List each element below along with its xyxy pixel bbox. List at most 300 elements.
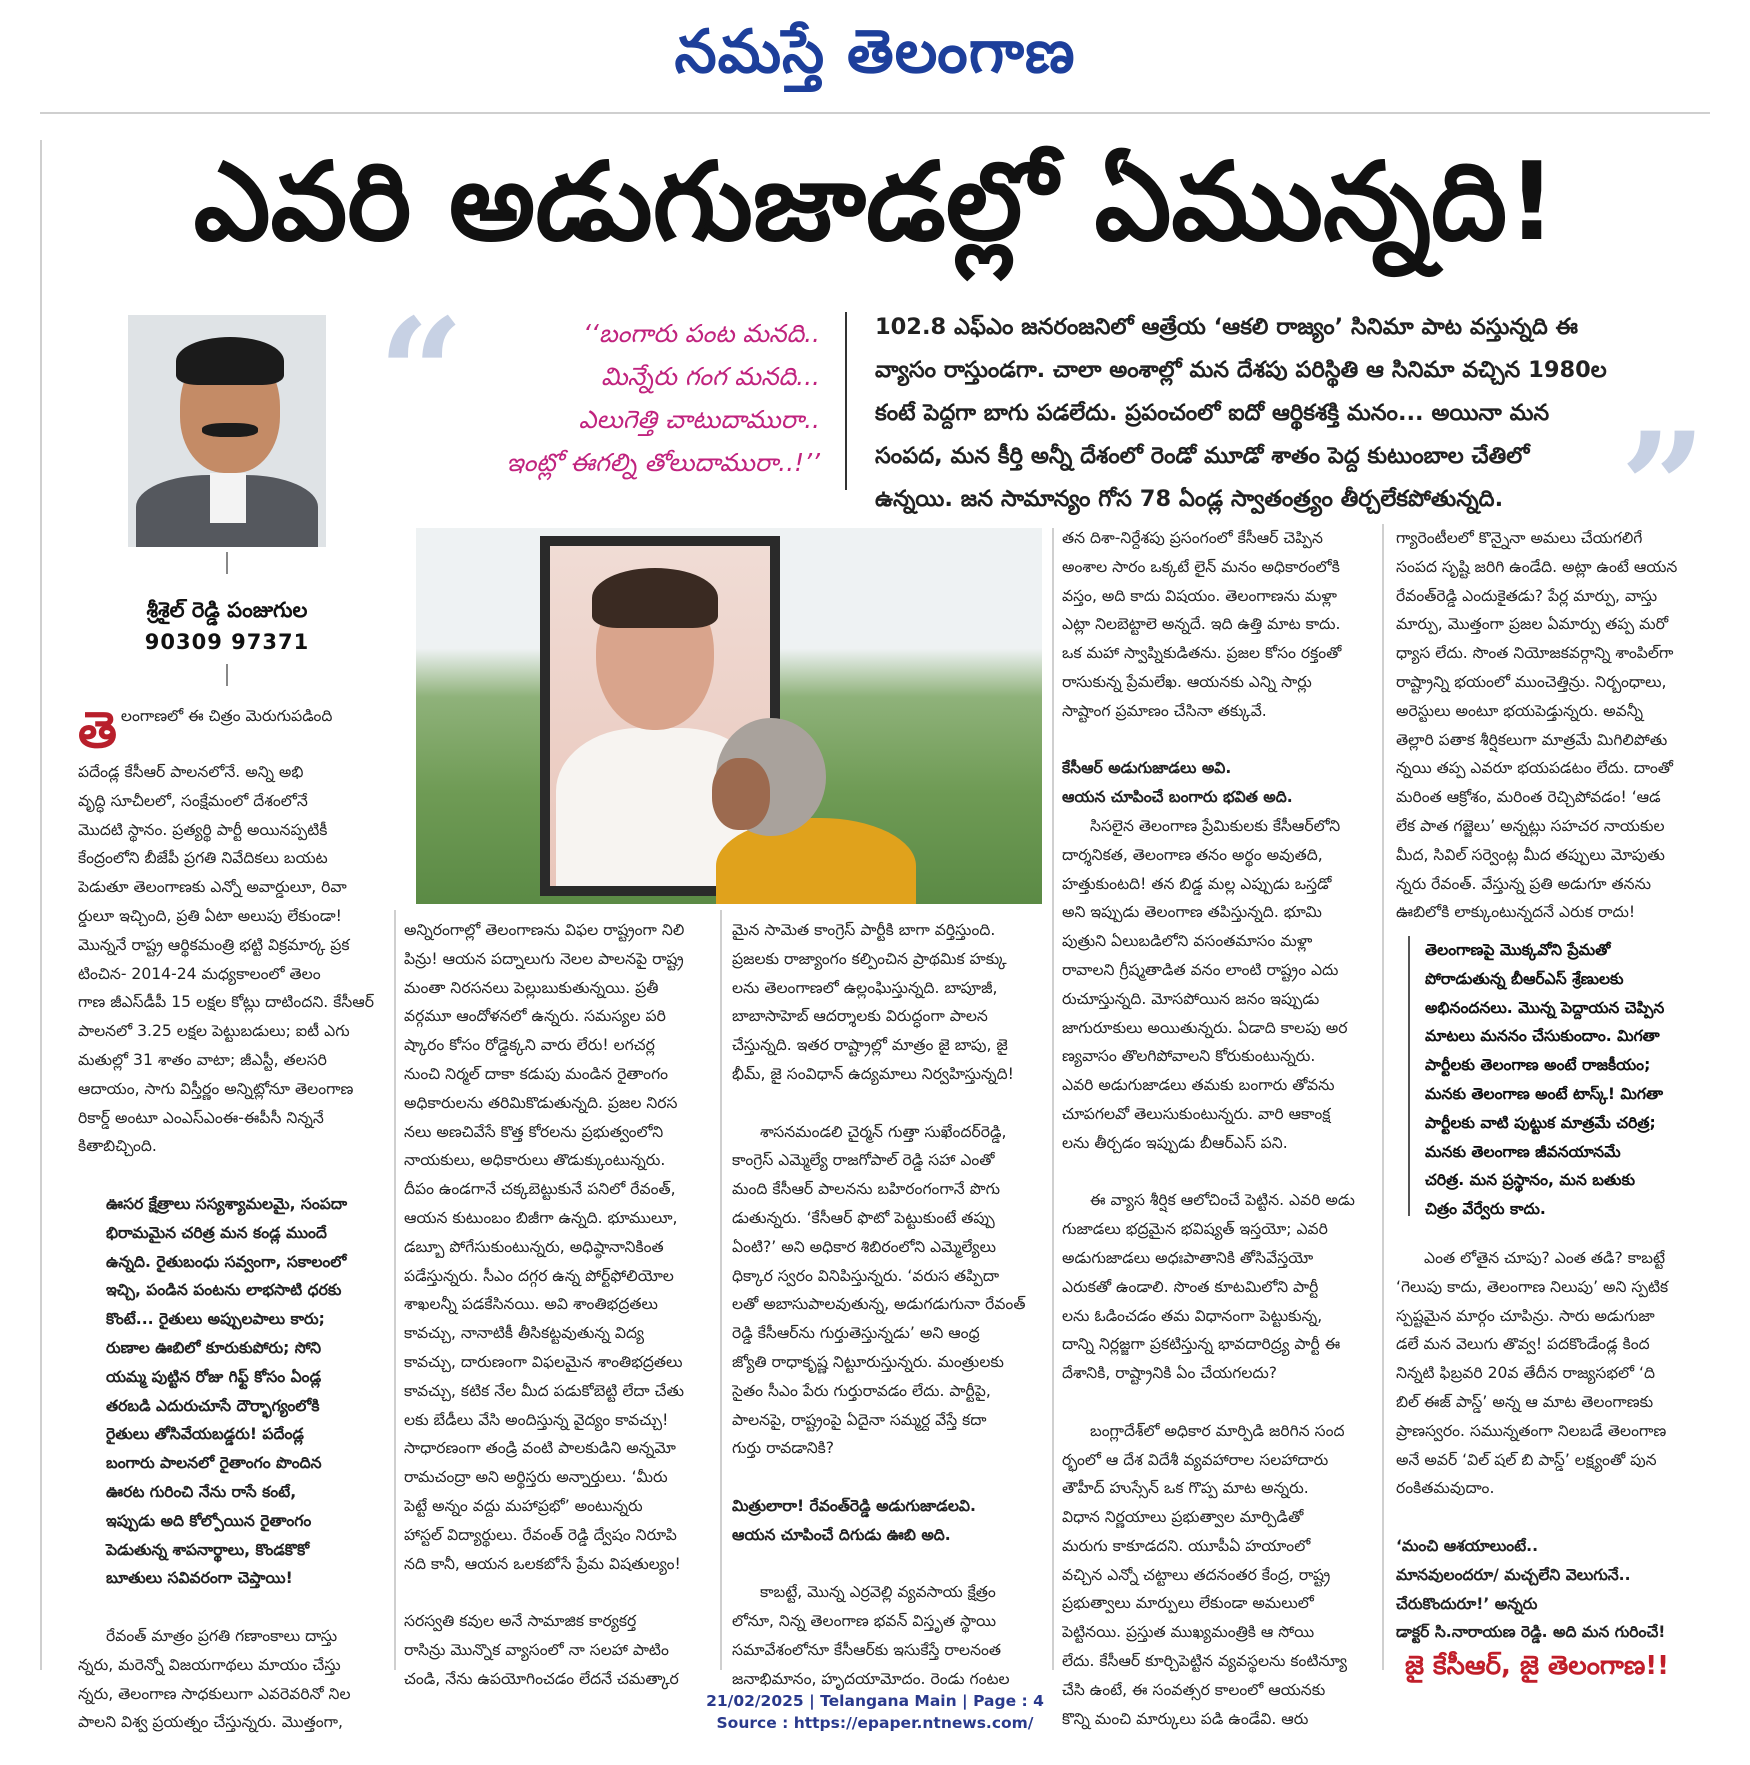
text-line bbox=[1062, 1186, 1374, 1215]
text-line bbox=[78, 1046, 384, 1075]
text-line bbox=[732, 1031, 1044, 1060]
text-span: డబ్బూ పోగేసుకుంటున్నరు, అధిష్ఠానానికింత bbox=[404, 1237, 664, 1256]
text-span: కితాబిచ్చింది. bbox=[78, 1137, 157, 1156]
text-span: హాస్టల్ విద్యార్థులు. రేవంత్ రెడ్డి ద్వేషం నిరూపి bbox=[404, 1525, 677, 1544]
text-line bbox=[78, 1507, 384, 1536]
text-line bbox=[78, 816, 384, 845]
text-line bbox=[732, 1290, 1044, 1319]
text-span: చిత్రం వేర్వేరు కాదు. bbox=[1425, 1200, 1546, 1219]
text-line bbox=[1425, 1195, 1685, 1224]
text-line bbox=[404, 1319, 712, 1348]
text-span: కావచ్చు, కటిక నేల మీద పడుకోబెట్టి లేదా చేతు bbox=[404, 1381, 684, 1400]
column-rule bbox=[394, 910, 396, 1670]
text-span: చేసి ఉంటే, ఈ సంవత్సర కాలంలో ఆయనకు bbox=[1062, 1680, 1326, 1699]
text-span: పెడుతూ తెలంగాణకు ఎన్నో అవార్డులూ, రివా bbox=[78, 878, 347, 897]
text-span: కేసీఆర్ అడుగుజాడలు అవి. bbox=[1062, 759, 1232, 778]
text-span: మార్పు, మొత్తంగా ప్రజల ఏమార్పు తప్ప మరో bbox=[1396, 615, 1669, 634]
text-line bbox=[404, 1031, 712, 1060]
text-span: న్నరు, తెలంగాణ సాధకులుగా ఎవరెవరినో నిల bbox=[78, 1684, 351, 1703]
text-span: పడేస్తున్నరు. సీఎం దగ్గర ఉన్న పోర్ట్‌ఫోలియోల bbox=[404, 1266, 674, 1285]
text-line bbox=[78, 1334, 384, 1363]
text-span: అని ఇప్పుడు తెలంగాణ తపిస్తున్నది. భూమి bbox=[1062, 903, 1322, 922]
text-line bbox=[732, 1550, 1044, 1579]
text-line bbox=[732, 916, 1044, 945]
text-line bbox=[1425, 1138, 1685, 1167]
text-line bbox=[1062, 1273, 1374, 1302]
text-span: ఈ వ్యాస శీర్షిక ఆలోచించే పెట్టిన. ఎవరి అడు bbox=[1090, 1191, 1355, 1210]
text-span: గ్యారెంటీలలో కొన్నైనా అమలు చేయగలిగే bbox=[1396, 529, 1643, 547]
text-line bbox=[404, 1492, 712, 1521]
text-line bbox=[1396, 1474, 1710, 1503]
text-line bbox=[732, 1492, 1044, 1521]
text-line bbox=[78, 902, 384, 931]
text-span: పాలనపై, రాష్ట్రంపై ఏదైనా సమ్మర్ద వేస్తే కదా bbox=[732, 1410, 987, 1429]
text-span: ఎట్లా నిలబెట్టాలె అన్నదే. ఇది ఉత్తి మాట కాదు. bbox=[1062, 615, 1341, 634]
column-5 bbox=[1396, 524, 1710, 927]
text-line bbox=[1062, 783, 1374, 812]
text-span: చండి, నేను ఉపయోగించడం లేదనే చమత్కార bbox=[404, 1669, 679, 1688]
text-span: నలు అణచివేసే కొత్త కోరలను ప్రభుత్వంలోని bbox=[404, 1122, 664, 1141]
text-span: రాష్ట్రాన్ని భయంలో ముంచెత్తిన్రు. నిర్బంధాలు, bbox=[1396, 672, 1667, 691]
text-line bbox=[1396, 1388, 1710, 1417]
text-span: భీమ్, జై సంవిధాన్ ఉద్యమాలు నిర్వహిస్తున్నది! bbox=[732, 1064, 1014, 1083]
text-line bbox=[404, 1002, 712, 1031]
text-line bbox=[404, 1636, 712, 1665]
text-span: మంది కేసీఆర్ పాలనను బహిరంగంగానే పొగు bbox=[732, 1180, 1001, 1199]
text-span: మైన సామెత కాంగ్రెస్ పార్టీకి బాగా వర్తిస్తుంది. bbox=[732, 921, 996, 939]
text-span: బాబాసాహెబ్ ఆదర్శాలకు విరుద్ధంగా పాలన bbox=[732, 1007, 988, 1026]
text-span: పార్టీలకు తెలంగాణ అంటే రాజకీయం; bbox=[1425, 1056, 1651, 1075]
text-span: మొదటి స్థానం. ప్రత్యర్థి పార్టీ అయినప్పటికీ bbox=[78, 820, 328, 839]
text-span: ఎరుకతో ఉండాలి. సొంత కూటమిలోని పార్టీ bbox=[1062, 1277, 1319, 1296]
photo-caption-tick-bottom bbox=[226, 664, 228, 686]
text-span: ణ్యవాసం తొలగిపోవాలని కోరుకుంటున్నరు. bbox=[1062, 1047, 1316, 1066]
text-span: నుంచి నిర్మల్ దాకా కడుపు మండిన రైతాంగం bbox=[404, 1064, 669, 1083]
text-span: జ్యోతి రాధాకృష్ణ నిట్టూరుస్తున్నరు. మంత్రులకు bbox=[732, 1352, 1004, 1371]
text-span: లతో అబాసుపాలవుతున్న, అడుగడుగునా రేవంత్ bbox=[732, 1295, 1026, 1314]
text-span: కావచ్చు, నానాటికీ తీసికట్టవుతున్న విద్య bbox=[404, 1324, 645, 1343]
text-span: మనకు తెలంగాణ జీవనయానమే bbox=[1425, 1142, 1621, 1161]
text-span: ఇప్పుడు అది కోల్పోయిన రైతాంగం bbox=[106, 1511, 312, 1530]
text-span: చూపగలవో తెలుసుకుంటున్నరు. వారి ఆకాంక్ష bbox=[1062, 1104, 1331, 1123]
text-line bbox=[1425, 994, 1685, 1023]
text-span: వృద్ధి సూచీలలో, సంక్షేమంలో దేశంలోనే bbox=[78, 791, 308, 810]
text-span: గుర్తు రావడానికి? bbox=[732, 1439, 835, 1458]
text-span: కాబట్టే, మొన్న ఎర్రవెల్లి వ్యవసాయ క్షేత్రం bbox=[760, 1583, 996, 1602]
text-line bbox=[1396, 1244, 1710, 1273]
text-line bbox=[78, 1219, 384, 1248]
masthead-divider bbox=[40, 112, 1710, 114]
text-span: పెట్టినయి. ప్రస్తుత ముఖ్యమంత్రికి ఆ సోయి bbox=[1062, 1623, 1315, 1642]
text-span: రైతులు తోసివేయబడ్డరు! పదేండ్ల bbox=[106, 1425, 304, 1444]
text-line bbox=[1062, 1446, 1374, 1475]
text-line bbox=[78, 1651, 384, 1680]
text-line bbox=[1396, 1446, 1710, 1475]
text-span: లను తెలంగాణలో ఉల్లంఘిస్తున్నది. బాపూజీ, bbox=[732, 978, 998, 997]
text-line bbox=[78, 1478, 384, 1507]
text-line bbox=[78, 787, 384, 816]
text-line bbox=[404, 1463, 712, 1492]
text-line bbox=[1062, 985, 1374, 1014]
text-line bbox=[732, 1578, 1044, 1607]
text-line bbox=[732, 1146, 1044, 1175]
column-3 bbox=[732, 916, 1044, 1694]
text-line bbox=[404, 1578, 712, 1607]
author-phone: 90309 97371 bbox=[144, 630, 310, 654]
text-line bbox=[732, 1262, 1044, 1291]
quote-line: ఇంట్లో ఈగల్ని తోలుదామురా..!’’ bbox=[506, 448, 820, 477]
column-1 bbox=[78, 702, 384, 1737]
left-margin-rule bbox=[40, 140, 42, 1670]
quote-line: మిన్నేరు గంగ మనది... bbox=[601, 362, 820, 391]
text-span: అంశాల సారం ఒక్కటే లైన్ మనం అధికారంలోకి bbox=[1062, 557, 1340, 576]
text-span: ఆయన చూపించే బంగారు భవిత అది. bbox=[1062, 788, 1293, 807]
text-span: మంతా నిరసనలు పెల్లుబుకుతున్నయి. ప్రతీ bbox=[404, 978, 659, 997]
text-line bbox=[78, 1276, 384, 1305]
text-span: మరింత ఆక్రోశం, మరింత రెచ్చిపోవడం! ‘ఆడ bbox=[1396, 788, 1661, 807]
text-span: ఊరట గురించి నేను రాసే కంటే, bbox=[106, 1482, 297, 1501]
text-span: తౌహీద్ హుస్సేన్ ఒక గొప్ప మాట అన్నరు. bbox=[1062, 1479, 1309, 1498]
text-line bbox=[78, 844, 384, 873]
text-span: పెడుతున్న శాపనార్థాలు, కొండకొకో bbox=[106, 1540, 310, 1559]
text-line bbox=[1062, 1014, 1374, 1043]
text-span: ధిక్కార స్వరం వినిపిస్తున్నరు. ‘వరుస తప్పిదా bbox=[732, 1266, 1000, 1285]
text-line bbox=[404, 1060, 712, 1089]
article-headline: ఎవరి అడుగుజాడల్లో ఏమున్నది! bbox=[193, 140, 1557, 265]
text-span: మీద, సివిల్ సర్వెంట్ల మీద తప్పులు మోపుతు bbox=[1396, 845, 1665, 864]
text-line bbox=[1396, 1417, 1710, 1446]
text-span: ఒక మహా స్వాప్నికుడితను. ప్రజల కోసం రక్తంతో bbox=[1062, 644, 1342, 663]
text-span: అభినందనలు. మొన్న పెద్దాయన చెప్పిన bbox=[1425, 998, 1665, 1017]
song-quote bbox=[400, 312, 820, 484]
text-span: సాధారణంగా తండ్రి వంటి పాలకుడిని అన్నమో bbox=[404, 1439, 676, 1458]
text-span: మాటలు మననం చేసుకుందాం. మిగతా bbox=[1425, 1027, 1660, 1046]
text-line bbox=[78, 1190, 384, 1219]
text-span: గాణ జీఎస్‌డీపీ 15 లక్షల కోట్లు దాటిందని. కేసీఆర్ bbox=[78, 993, 374, 1012]
text-line bbox=[1062, 1474, 1374, 1503]
text-line bbox=[732, 1521, 1044, 1550]
text-span: రంకితమవుదాం. bbox=[1396, 1479, 1495, 1498]
text-span: డుతున్నరు. ‘కేసీఆర్ ఫొటో పెట్టుకుంటే తప్పు bbox=[732, 1208, 995, 1227]
text-line bbox=[732, 974, 1044, 1003]
text-line bbox=[1062, 927, 1374, 956]
quote-line: ‘‘బంగారు పంట మనది.. bbox=[582, 319, 820, 348]
text-span: నిన్నటి ఫిబ్రవరి 20వ తేదీన రాజ్యసభలో ‘ది bbox=[1396, 1364, 1656, 1383]
text-line bbox=[1062, 1532, 1374, 1561]
text-line bbox=[404, 945, 712, 974]
text-span: లంగాణలో ఈ చిత్రం మెరుగుపడింది bbox=[120, 707, 333, 725]
text-line bbox=[404, 1262, 712, 1291]
text-span: న్నరు రేవంత్. వేస్తున్న ప్రతి అడుగూ తనను bbox=[1396, 874, 1651, 893]
text-line bbox=[1062, 1647, 1374, 1676]
text-span: శాఖలన్నీ పడకేసినయి. అవి శాంతిభద్రతలు bbox=[404, 1295, 658, 1314]
text-span: రాసిన్రు మొన్నొక వ్యాసంలో నా సలహా పాటిం bbox=[404, 1640, 669, 1659]
text-span: బంగ్లాదేశ్‌లో అధికార మార్పిడి జరిగిన సంద bbox=[1090, 1421, 1345, 1440]
text-span: డాక్టర్ సి.నారాయణ రెడ్డి. అది మన గురించే! bbox=[1396, 1623, 1666, 1642]
text-span: భిరామమైన చరిత్ర మన కండ్ల ముందే bbox=[106, 1223, 327, 1242]
text-line bbox=[78, 1104, 384, 1133]
text-line bbox=[78, 1161, 384, 1190]
pull-quote-rule bbox=[1408, 936, 1410, 1216]
text-span: వచ్చిన ఎన్నో చట్టాలు తదనంతర కేంద్ర, రాష్ట్ర bbox=[1062, 1565, 1331, 1584]
text-line bbox=[1396, 1618, 1710, 1647]
close-quote-mark: ” bbox=[1620, 400, 1707, 576]
masthead-logo: నమస్తే తెలంగాణ bbox=[674, 17, 1076, 87]
text-line bbox=[1425, 965, 1685, 994]
author-name: శ్రీశైల్ రెడ్డి పంజుగుల bbox=[146, 598, 308, 622]
text-line bbox=[404, 1521, 712, 1550]
text-span: దార్శనికత, తెలంగాణ తనం అర్థం అవుతది, bbox=[1062, 845, 1323, 864]
column-rule bbox=[1052, 528, 1054, 1670]
text-line bbox=[404, 1089, 712, 1118]
text-span: రుచూస్తున్నది. మోసపోయిన జనం ఇప్పుడు bbox=[1062, 989, 1320, 1008]
text-span: ఉన్నది. రైతుబంధు సవ్వంగా, సకాలంలో bbox=[106, 1252, 347, 1271]
column-5-continued bbox=[1396, 1244, 1710, 1647]
text-line bbox=[78, 1305, 384, 1334]
text-span: న్నరు, మరెన్నో విజయగాథలు మాయం చేస్తు bbox=[78, 1655, 341, 1674]
text-line bbox=[404, 1290, 712, 1319]
text-span: ‘మంచి ఆశయాలుంటే.. bbox=[1396, 1536, 1539, 1555]
column-rule bbox=[1382, 524, 1384, 1670]
text-line bbox=[732, 1175, 1044, 1204]
text-line bbox=[732, 1060, 1044, 1089]
text-line bbox=[732, 1463, 1044, 1492]
text-line bbox=[1396, 726, 1710, 755]
text-line bbox=[78, 1536, 384, 1565]
text-span: పోరాడుతున్న బీఆర్ఎస్ శ్రేణులకు bbox=[1425, 969, 1624, 988]
intro-divider bbox=[845, 312, 847, 490]
text-span: పదేండ్ల కేసీఆర్ పాలనలోనే. అన్ని అభి bbox=[78, 763, 304, 781]
text-span: వర్గమూ ఆందోళనలో ఉన్నరు. సమస్యల పరి bbox=[404, 1007, 666, 1026]
text-line bbox=[78, 988, 384, 1017]
text-span: ఇచ్చి, పండిన పంటను లాభసాటి ధరకు bbox=[106, 1281, 342, 1300]
text-line bbox=[1062, 1589, 1374, 1618]
text-line bbox=[78, 931, 384, 960]
text-line bbox=[404, 1118, 712, 1147]
text-span: పాలని విశ్వ ప్రయత్నం చేస్తున్నరు. మొత్తంగా, bbox=[78, 1713, 343, 1732]
closing-slogan: జై కేసీఆర్, జై తెలంగాణ!! bbox=[1405, 1651, 1670, 1681]
text-span: సైతం సీఎం పేరు గుర్తురావడం లేదు. పార్టీపై, bbox=[732, 1381, 991, 1400]
pull-quote bbox=[1425, 936, 1685, 1224]
text-span: రెడ్డి కేసీఆర్‌ను గుర్తుతెస్తున్నడు’ అని ఆంధ్ర bbox=[732, 1324, 980, 1343]
text-span: రాసుకున్న ప్రేమలేఖ. ఆయనకు ఎన్ని సార్లు bbox=[1062, 672, 1312, 691]
text-span: ఊబిలోకి లాక్కుంటున్నదనే ఎరుక రాదు! bbox=[1396, 903, 1636, 922]
text-span: ఎంత లోతైన చూపు? ఎంత తడి? కాబట్టే bbox=[1424, 1249, 1665, 1267]
text-span: అడుగుజాడలు అధఃపాతానికి తోసివేస్తయో bbox=[1062, 1248, 1314, 1267]
text-span: ర్భంలో ఆ దేశ విదేశీ వ్యవహారాల సలహాదారు bbox=[1062, 1450, 1329, 1469]
text-span: ఎవరి అడుగుజాడలు తమకు బంగారు తోవను bbox=[1062, 1076, 1335, 1095]
text-span: న్నయి తప్ప ఎవరూ భయపడటం లేదు. దాంతో bbox=[1396, 759, 1674, 778]
text-span: చేస్తున్నది. ఇతర రాష్ట్రాల్లో మాత్రం జై బాపు, జై bbox=[732, 1036, 1008, 1055]
text-line bbox=[1396, 812, 1710, 841]
text-line bbox=[732, 1607, 1044, 1636]
text-line bbox=[78, 758, 384, 787]
text-line bbox=[78, 1363, 384, 1392]
text-line bbox=[404, 1434, 712, 1463]
text-line bbox=[1396, 783, 1710, 812]
text-span: యమ్మ పుట్టిన రోజు గిఫ్ట్ కోసం ఏండ్ల bbox=[106, 1367, 322, 1386]
text-line bbox=[1396, 582, 1710, 611]
text-line bbox=[1062, 1417, 1374, 1446]
text-span: ఆదాయం, సాగు విస్తీర్ణం అన్నిట్లోనూ తెలంగాణ bbox=[78, 1079, 354, 1098]
text-line bbox=[404, 1377, 712, 1406]
text-line bbox=[78, 1132, 384, 1161]
text-line bbox=[1425, 1109, 1685, 1138]
text-line bbox=[1062, 812, 1374, 841]
text-line bbox=[1396, 553, 1710, 582]
text-span: తన దిశా-నిర్దేశపు ప్రసంగంలో కేసీఆర్ చెప్పిన bbox=[1062, 529, 1323, 547]
text-span: ప్రాణస్వరం. సమున్నతంగా నిలబడే తెలంగాణ bbox=[1396, 1421, 1667, 1440]
text-span: వస్తం, అది కాదు విషయం. తెలంగాణను మళ్లా bbox=[1062, 586, 1337, 605]
intro-line: వ్యాసం రాస్తుండగా. చాలా అంశాల్లో మన దేశపు పరిస్థితి ఆ సినిమా వచ్చిన 1980ల bbox=[875, 357, 1607, 383]
text-line bbox=[1425, 1080, 1685, 1109]
text-span: మతుల్లో 31 శాతం వాటా; జీఎస్టీ, తలసరి bbox=[78, 1050, 327, 1069]
text-line bbox=[78, 1075, 384, 1104]
text-line bbox=[732, 1204, 1044, 1233]
text-span: కాంగ్రెస్ ఎమ్మెల్యే రాజగోపాల్ రెడ్డి సహా ఎంతో bbox=[732, 1151, 995, 1170]
text-line bbox=[732, 1636, 1044, 1665]
text-span: దాన్ని నిర్లజ్జగా ప్రకటిస్తున్న భావదారిద్ర్య పార్టీ ఈ bbox=[1062, 1335, 1341, 1354]
text-line bbox=[1396, 524, 1710, 553]
text-span: తెల్లారి పతాక శీర్షికలుగా మాత్రమే మిగిలిపోతు bbox=[1396, 730, 1668, 749]
text-line bbox=[1062, 1359, 1374, 1388]
text-span: లను ఓడించడం తమ విధానంగా పెట్టుకున్న, bbox=[1062, 1306, 1323, 1325]
text-span: మిత్రులారా! రేవంత్‌రెడ్డి అడుగుజాడలవి. bbox=[732, 1496, 976, 1515]
text-line bbox=[78, 1017, 384, 1046]
text-span: పాలనలో 3.25 లక్షల పెట్టుబడులు; ఐటీ ఎగు bbox=[78, 1022, 350, 1041]
text-line bbox=[1062, 956, 1374, 985]
text-span: ఆయన కుటుంబం బిజీగా ఉన్నది. భూములూ, bbox=[404, 1208, 678, 1227]
text-line bbox=[732, 1377, 1044, 1406]
text-line bbox=[404, 1233, 712, 1262]
text-span: కేంద్రంలోని బీజేపీ ప్రగతి నివేదికలు బయట bbox=[78, 849, 328, 868]
text-span: రేవంత్‌రెడ్డి ఎందుకైతడు? పేర్ల మార్పు, వాస్తు bbox=[1396, 586, 1658, 605]
text-line bbox=[1062, 610, 1374, 639]
text-span: రికార్డ్ అంటూ ఎంఎస్ఎంఈ-ఈపీసీ నిన్ననే bbox=[78, 1108, 324, 1127]
text-span: అన్నిరంగాల్లో తెలంగాణను విఫల రాష్ట్రంగా నిలి bbox=[404, 921, 685, 939]
text-span: అనే అవర్ ‘విల్ షల్ బి పాస్డ్’ లక్ష్యంతో పున bbox=[1396, 1450, 1657, 1469]
text-line bbox=[78, 1449, 384, 1478]
text-line bbox=[1396, 1590, 1710, 1619]
text-line bbox=[1062, 1302, 1374, 1331]
text-line bbox=[404, 974, 712, 1003]
text-line bbox=[1396, 1359, 1710, 1388]
text-line bbox=[1062, 668, 1374, 697]
text-span: నాయకులు, అధికారులు తొడుక్కుంటున్నరు. bbox=[404, 1151, 666, 1170]
text-line bbox=[732, 1348, 1044, 1377]
text-line bbox=[1062, 1503, 1374, 1532]
main-photo bbox=[416, 528, 1042, 904]
text-line bbox=[732, 945, 1044, 974]
text-span: దీపం ఉండగానే చక్కబెట్టుకునే పనిలో రేవంత్, bbox=[404, 1180, 676, 1199]
intro-line: ఉన్నయి. జన సామాన్యం గోస 78 ఏండ్ల స్వాతంత్ర్యం తీర్చలేకపోతున్నది. bbox=[875, 486, 1504, 512]
text-span: నది కానీ, ఆయన ఒలకబోసే ప్రేమ విషతుల్యం! bbox=[404, 1554, 681, 1573]
text-span: డలే మన వెలుగు తొవ్వ! పదకొండేండ్ల కింద bbox=[1396, 1335, 1650, 1354]
text-line bbox=[1396, 898, 1710, 927]
text-line bbox=[1425, 936, 1685, 965]
text-span: శాసనమండలి చైర్మన్ గుత్తా సుఖేందర్‌రెడ్డి, bbox=[760, 1122, 1007, 1141]
text-line bbox=[732, 1434, 1044, 1463]
text-line bbox=[78, 1248, 384, 1277]
text-span: జనాభిమానం, హృదయామోదం. రెండు గంటల bbox=[732, 1669, 1010, 1688]
text-span: లకు బేడీలు వేసి అందిస్తున్న వైద్యం కావచ్చు! bbox=[404, 1410, 669, 1429]
text-span: మానవులందరూ/ మచ్చలేని వెలుగునే.. bbox=[1396, 1565, 1631, 1584]
text-line bbox=[78, 960, 384, 989]
text-line bbox=[78, 1593, 384, 1622]
text-span: టించిన- 2014-24 మధ్యకాలంలో తెలం bbox=[78, 964, 321, 983]
text-line bbox=[1062, 1100, 1374, 1129]
text-span: చేరుకొందురూ!’ అన్నరు bbox=[1396, 1594, 1538, 1613]
text-span: లోనూ, నిన్న తెలంగాణ భవన్ విస్తృత స్థాయి bbox=[732, 1612, 997, 1631]
text-span: తెలంగాణపై మొక్కవోని ప్రేమతో bbox=[1425, 941, 1611, 959]
text-line bbox=[1062, 1215, 1374, 1244]
text-span: లేదు. కేసీఆర్ కూర్చిపెట్టిన వ్యవస్థలను కంటిన్యూ bbox=[1062, 1652, 1347, 1671]
text-line bbox=[404, 1406, 712, 1435]
text-line bbox=[404, 1607, 712, 1636]
text-span: మరుగు కాకూడదని. యూపీఏ హయాంలో bbox=[1062, 1536, 1311, 1555]
open-quote-mark: “ bbox=[378, 286, 465, 462]
photo-caption-tick bbox=[226, 552, 228, 574]
text-line bbox=[404, 1550, 712, 1579]
text-span: స్పష్టమైన మార్గం చూపిన్రు. సారు అడుగుజా bbox=[1396, 1306, 1655, 1325]
text-line bbox=[1062, 1129, 1374, 1158]
text-line bbox=[1062, 1244, 1374, 1273]
text-line bbox=[78, 1622, 384, 1651]
text-line bbox=[732, 1233, 1044, 1262]
text-line bbox=[1062, 524, 1374, 553]
text-span: గుజాడలు భద్రమైన భవిష్యత్ ఇస్తయో; ఎవరి bbox=[1062, 1220, 1328, 1239]
footer-edition: 21/02/2025 | Telangana Main | Page : 4 bbox=[706, 1692, 1044, 1710]
text-span: సరస్వతి కవుల అనే సామాజిక కార్యకర్త bbox=[404, 1612, 637, 1631]
intro-paragraph bbox=[875, 306, 1675, 521]
text-span: ఊసర క్షేత్రాలు సస్యశ్యామలమై, సంపదా bbox=[106, 1194, 348, 1213]
text-line bbox=[1396, 1302, 1710, 1331]
text-span: సాష్టాంగ ప్రమాణం చేసినా తక్కువే. bbox=[1062, 701, 1267, 720]
text-line bbox=[1062, 697, 1374, 726]
drop-cap: తె bbox=[78, 702, 117, 758]
text-span: అరెస్టులు అంటూ భయపెడ్తున్నరు. అవన్నీ bbox=[1396, 701, 1643, 720]
intro-line: 102.8 ఎఫ్ఎం జనరంజనిలో ఆత్రేయ ‘ఆకలి రాజ్యం’ సినిమా పాట వస్తున్నది ఈ bbox=[875, 314, 1578, 340]
text-span: కొన్ని మంచి మార్కులు పడి ఉండేవి. ఆరు bbox=[1062, 1709, 1309, 1728]
text-span: హత్తుకుంటది! తన బిడ్డ మల్ల ఎప్పుడు ఒస్తడో bbox=[1062, 874, 1332, 893]
column-rule bbox=[720, 910, 722, 1670]
text-line bbox=[1396, 610, 1710, 639]
text-span: బూతులు సవివరంగా చెప్తాయి! bbox=[106, 1569, 293, 1588]
text-span: రుణాల ఊబిలో కూరుకుపోరు; సోని bbox=[106, 1338, 322, 1357]
author-photo bbox=[128, 315, 326, 547]
text-span: ధ్యాస లేదు. సొంత నియోజకవర్గాన్ని శాంపిల్‌గా bbox=[1396, 644, 1674, 663]
text-line bbox=[1396, 1561, 1710, 1590]
column-4 bbox=[1062, 524, 1374, 1733]
text-line bbox=[1062, 582, 1374, 611]
text-span: కొంటే... రైతులు అప్పులపాలు కారు; bbox=[106, 1310, 325, 1329]
text-line bbox=[1396, 1532, 1710, 1561]
text-span: పిన్రు! ఆయన పద్నాలుగు నెలల పాలనపై రాష్ట్ర bbox=[404, 949, 684, 968]
text-line bbox=[78, 1564, 384, 1593]
text-line bbox=[78, 1420, 384, 1449]
text-span: లను తీర్చడం ఇప్పుడు బీఆర్ఎస్ పని. bbox=[1062, 1133, 1288, 1152]
text-line bbox=[1062, 1042, 1374, 1071]
text-span: ‘గెలుపు కాదు, తెలంగాణ నిలుపు’ అని స్పటిక bbox=[1396, 1277, 1669, 1296]
text-line bbox=[1062, 1561, 1374, 1590]
text-span: మొన్ననే రాష్ట్ర ఆర్థికమంత్రి భట్టి విక్రమార్క ప్రక bbox=[78, 935, 350, 954]
text-line bbox=[1062, 553, 1374, 582]
text-line bbox=[1396, 754, 1710, 783]
text-span: పార్టీలకు వాటి పుట్టుక మాత్రమే చరిత్ర; bbox=[1425, 1113, 1656, 1132]
text-span: అధికారులను తరిమికొడుతున్నది. ప్రజల నిరస bbox=[404, 1093, 678, 1112]
intro-line: సంపద, మన కీర్తి అన్నీ దేశంలో రెండో మూడో శాతం పెద్ద కుటుంబాల చేతిలో bbox=[875, 443, 1530, 469]
text-line bbox=[1062, 754, 1374, 783]
